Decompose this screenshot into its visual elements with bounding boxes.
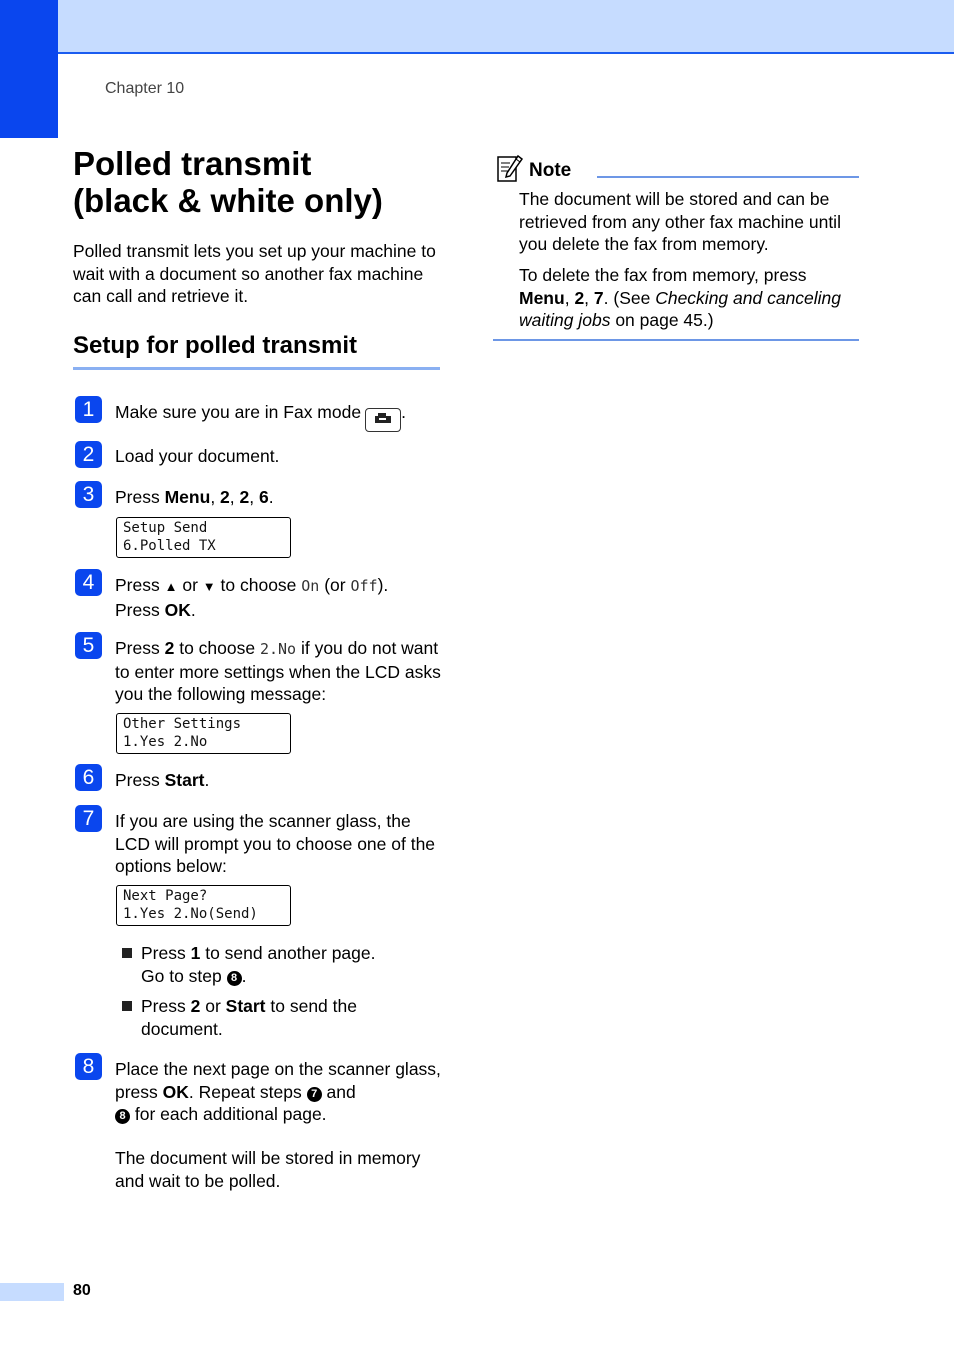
text: . (204, 770, 210, 790)
text: to send another page. (200, 943, 376, 963)
start-key: Start (164, 770, 205, 790)
key-1: 1 (190, 943, 201, 963)
menu-key: Menu (164, 487, 211, 507)
cross-reference: Checking and canceling waiting jobs (519, 287, 842, 330)
note-paragraph-2 (519, 264, 861, 332)
text: or (177, 575, 203, 595)
header-band (0, 0, 954, 54)
ok-key: OK (162, 1081, 189, 1102)
page-title (73, 145, 383, 219)
sep: , (210, 487, 221, 507)
bullet-square-icon (122, 948, 132, 958)
step-ref-8: 8 (115, 1109, 130, 1124)
step-badge-2: 2 (75, 441, 102, 468)
step-badge-6: 6 (75, 764, 102, 791)
chapter-tab (0, 0, 58, 138)
text: (or (319, 575, 351, 595)
lcd-line: 1.Yes 2.No(Send) (123, 906, 258, 922)
text: on page 45.) (610, 310, 714, 330)
title-line-1: Polled transmit (73, 145, 312, 182)
title-line-2: (black & white only) (73, 182, 383, 219)
lcd-line: 1.Yes 2.No (123, 734, 208, 750)
bullet-square-icon (122, 1001, 132, 1011)
step-1-text: Make sure you are in Fax mode (115, 402, 362, 422)
text: Go to step (141, 965, 227, 986)
lcd-line: Other Settings (123, 716, 242, 732)
footer-band (0, 1283, 64, 1301)
key-2: 2 (239, 487, 250, 507)
section-rule (73, 367, 440, 370)
text: Press (115, 638, 165, 658)
step-ref-8: 8 (227, 971, 242, 986)
lcd-line: 6.Polled TX (123, 538, 216, 554)
text: . (241, 965, 247, 986)
text: Place the next page on the scanner glass, press (115, 1059, 441, 1102)
lcd-display-3 (116, 885, 291, 926)
text: if you do not want to enter more settings when the LCD asks you the following message: (115, 638, 441, 704)
note-rule-top (597, 176, 859, 178)
step-8 (115, 1058, 445, 1126)
page-number: 80 (73, 1282, 91, 1299)
step-3 (115, 486, 445, 509)
sep: , (229, 487, 240, 507)
section-heading: Setup for polled transmit (73, 332, 358, 359)
step-badge-4: 4 (75, 569, 102, 596)
step-6 (115, 769, 445, 792)
text: and (321, 1081, 356, 1102)
note-paragraph-1: The document will be stored and can be retrieved from any other fax machine until you delete the fax from memory. (519, 189, 841, 254)
step-8-followup: The document will be stored in memory and wait to be polled. (115, 1148, 421, 1191)
text: to choose (174, 638, 260, 658)
sep: , (564, 287, 575, 308)
key-6: 6 (258, 487, 269, 507)
step-1-end: . (401, 402, 406, 422)
step-7: If you are using the scanner glass, the LCD will prompt you to choose one of the options below: (115, 811, 436, 876)
step-badge-1: 1 (75, 396, 102, 423)
bullet-item-2 (122, 995, 442, 1040)
text: . Repeat steps (188, 1081, 307, 1102)
menu-key: Menu (519, 287, 565, 308)
step-badge-8: 8 (75, 1053, 102, 1080)
lcd-line: Setup Send (123, 520, 208, 536)
step-1 (115, 401, 445, 432)
lcd-display-2 (116, 713, 291, 754)
ok-key: OK (164, 599, 191, 620)
text: to send the document. (141, 996, 357, 1039)
up-arrow-icon: ▲ (164, 579, 178, 594)
intro-paragraph: Polled transmit lets you set up your machine to wait with a document so another fax machine can call and retrieve it. (73, 241, 436, 306)
text: Press (115, 599, 165, 620)
text: To delete the fax from memory, press (519, 265, 807, 285)
text: . (190, 599, 196, 620)
step-badge-7: 7 (75, 805, 102, 832)
step-4 (115, 574, 445, 621)
key-2: 2 (164, 638, 175, 658)
text: Press (141, 943, 191, 963)
option-on: On (301, 577, 320, 595)
text: ). (377, 575, 389, 595)
step-ref-7: 7 (307, 1087, 322, 1102)
key-2: 2 (220, 487, 230, 507)
key-2: 2 (574, 287, 585, 308)
text: for each additional page. (130, 1104, 327, 1124)
step-3-end: . (268, 487, 274, 507)
step-5 (115, 637, 445, 706)
step-2: Load your document. (115, 446, 280, 466)
bullet-item-1 (122, 942, 442, 987)
option-no: 2.No (259, 640, 297, 658)
note-label: Note (529, 160, 572, 181)
text: or (200, 996, 226, 1016)
step-3-press: Press (115, 487, 165, 507)
step-badge-3: 3 (75, 481, 102, 508)
sep: , (249, 487, 259, 507)
key-7: 7 (593, 287, 604, 308)
note-rule-bottom (493, 339, 859, 341)
lcd-line: Next Page? (123, 888, 208, 904)
step-badge-5: 5 (75, 632, 102, 659)
text: Press (115, 575, 165, 595)
lcd-display-1 (116, 517, 291, 558)
text: to choose (215, 575, 302, 595)
fax-mode-icon (365, 408, 401, 432)
note-pencil-icon (496, 154, 524, 184)
chapter-label: Chapter 10 (105, 80, 185, 97)
key-2: 2 (190, 996, 201, 1016)
option-off: Off (350, 577, 378, 595)
text: Press (141, 996, 191, 1016)
text: . (See (603, 287, 656, 308)
sep: , (584, 287, 594, 308)
down-arrow-icon: ▼ (202, 579, 216, 594)
text: Press (115, 770, 165, 790)
start-key: Start (225, 996, 266, 1016)
